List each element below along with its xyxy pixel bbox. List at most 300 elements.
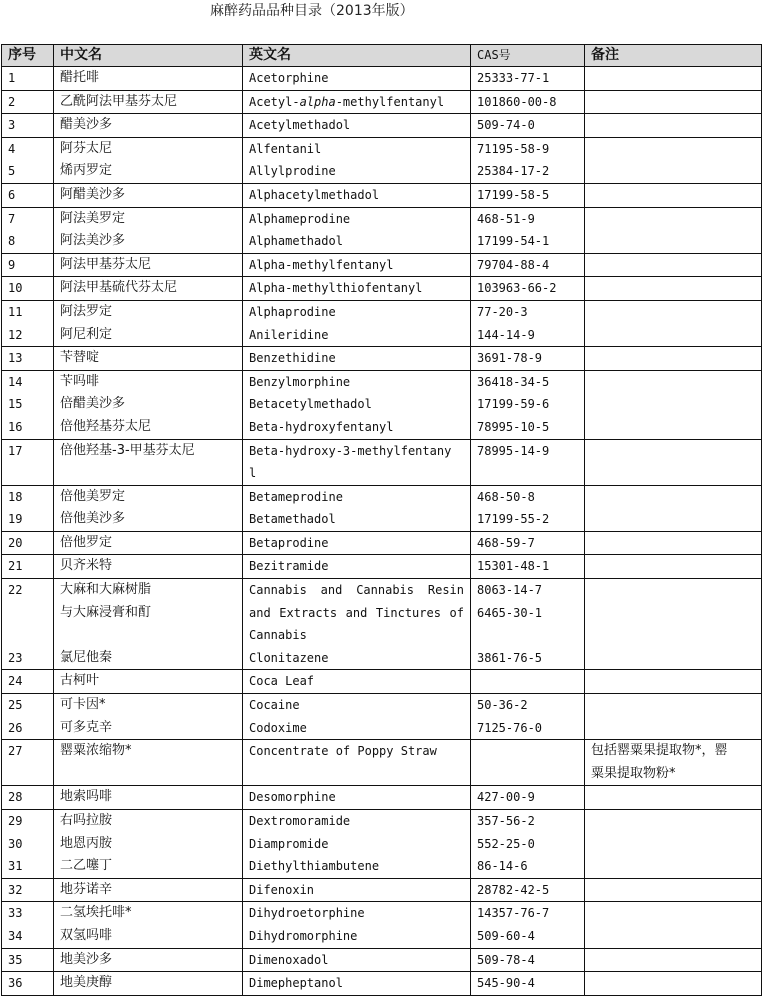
english-name: Alphacetylmethadol	[249, 187, 380, 202]
chinese-name-cell	[54, 90, 243, 114]
remarks-cell	[585, 347, 762, 371]
english-name: Alpha-methylthiofentanyl	[249, 281, 423, 296]
cas-number: 8063-14-7	[477, 583, 543, 598]
english-name-cell	[243, 786, 471, 810]
remark	[591, 786, 755, 809]
serial-number: 15	[8, 397, 23, 412]
table-row-group	[2, 347, 762, 371]
empty-line	[477, 763, 578, 786]
header-remarks: 备注	[585, 45, 762, 67]
empty-line	[60, 624, 236, 647]
chinese-name: 地恩丙胺	[60, 835, 113, 851]
english-name-cell	[243, 740, 471, 786]
remarks-cell	[585, 948, 762, 972]
serial-number-cell	[2, 347, 54, 371]
remarks-cell	[585, 137, 762, 183]
english-name: Betamethadol	[249, 512, 336, 527]
chinese-name-cell	[54, 253, 243, 277]
chinese-name: 倍他美罗定	[60, 488, 126, 504]
chinese-name-cell	[54, 694, 243, 740]
remarks-cell	[585, 485, 762, 531]
cas-number: 6465-30-1	[477, 605, 543, 620]
chinese-name: 乙酰阿法甲基芬太尼	[60, 93, 178, 109]
english-name: Acetorphine	[249, 71, 329, 85]
header-cas-number: CAS号	[471, 45, 585, 67]
cas-number: 552-25-0	[477, 836, 535, 851]
serial-number: 23	[8, 650, 23, 665]
table-row-group	[2, 183, 762, 207]
serial-number-cell	[2, 948, 54, 972]
cas-number: 357-56-2	[477, 814, 535, 828]
serial-number-cell	[2, 370, 54, 439]
cas-number: 468-50-8	[477, 489, 535, 504]
empty-line	[591, 624, 755, 647]
empty-line	[477, 462, 578, 485]
chinese-name: 地美庚醇	[60, 975, 113, 991]
remarks-cell	[585, 531, 762, 555]
empty-line	[591, 602, 755, 625]
chinese-name: 二氢埃托啡*	[60, 905, 132, 921]
chinese-name: 右吗拉胺	[60, 813, 113, 828]
table-row-group	[2, 555, 762, 579]
chinese-name: 阿法甲基硫代芬太尼	[60, 280, 178, 296]
english-name	[249, 91, 464, 114]
remark: 粟果提取物粉*	[591, 765, 676, 781]
serial-number-cell	[2, 485, 54, 531]
serial-number-cell	[2, 277, 54, 301]
serial-number: 7	[8, 211, 16, 226]
chinese-name-cell	[54, 948, 243, 972]
remark	[591, 532, 755, 555]
english-name: Clonitazene	[249, 650, 329, 665]
table-row-group	[2, 485, 762, 531]
english-name: Diampromide	[249, 836, 329, 851]
english-name-cell	[243, 90, 471, 114]
remarks-cell	[585, 878, 762, 902]
chinese-name-cell	[54, 972, 243, 996]
english-name-cell	[243, 948, 471, 972]
cas-number	[477, 670, 578, 693]
chinese-name-cell	[54, 786, 243, 810]
english-name-cell	[243, 902, 471, 948]
english-name: Betameprodine	[249, 489, 343, 504]
chinese-name: 倍他羟基芬太尼	[60, 418, 152, 434]
serial-number: 34	[8, 928, 23, 943]
english-name-cell	[243, 277, 471, 301]
english-name-cell	[243, 114, 471, 138]
english-name: Allylprodine	[249, 164, 336, 179]
serial-number: 32	[8, 882, 23, 897]
serial-number-cell	[2, 183, 54, 207]
chinese-name: 阿芬太尼	[60, 140, 113, 156]
cas-number-cell	[471, 114, 585, 138]
cas-number: 77-20-3	[477, 304, 528, 319]
serial-number-cell	[2, 555, 54, 579]
serial-number-cell	[2, 972, 54, 996]
cas-number-cell	[471, 439, 585, 485]
remark	[591, 508, 755, 531]
serial-number: 12	[8, 327, 23, 342]
cas-number: 468-51-9	[477, 211, 535, 226]
cas-number-cell	[471, 90, 585, 114]
remark	[591, 114, 755, 137]
english-name: l	[249, 466, 257, 481]
cas-number: 103963-66-2	[477, 281, 557, 296]
remark	[591, 579, 755, 602]
table-row-group	[2, 786, 762, 810]
chinese-name: 苄吗啡	[60, 373, 100, 389]
chinese-name: 烯丙罗定	[60, 163, 113, 179]
cas-number: 25333-77-1	[477, 71, 550, 85]
table-row-group	[2, 370, 762, 439]
english-name: Alphaprodine	[249, 304, 336, 319]
cas-number-cell	[471, 370, 585, 439]
cas-number-cell	[471, 347, 585, 371]
cas-number: 101860-00-8	[477, 94, 557, 109]
table-row-group	[2, 439, 762, 485]
table-row-group	[2, 300, 762, 346]
english-name: Cannabis	[249, 628, 307, 643]
cas-number-cell	[471, 810, 585, 879]
cas-number: 468-59-7	[477, 535, 535, 550]
chinese-name: 地芬诺辛	[60, 881, 113, 897]
table-row-group	[2, 670, 762, 694]
cas-number-cell	[471, 740, 585, 786]
chinese-name: 大麻和大麻树脂	[60, 582, 152, 598]
cas-number-cell	[471, 579, 585, 670]
chinese-name-cell	[54, 137, 243, 183]
remark	[591, 647, 755, 670]
cas-number-cell	[471, 670, 585, 694]
serial-number: 4	[8, 141, 16, 156]
cas-number-cell	[471, 67, 585, 91]
remark	[591, 925, 755, 948]
english-name: Anileridine	[249, 327, 329, 342]
remarks-cell	[585, 972, 762, 996]
chinese-name: 醋美沙多	[60, 117, 113, 133]
empty-line	[60, 462, 236, 485]
serial-number: 25	[8, 698, 23, 713]
serial-number-cell	[2, 207, 54, 253]
chinese-name-cell	[54, 878, 243, 902]
remark	[591, 184, 755, 207]
remarks-cell	[585, 300, 762, 346]
cas-number: 14357-76-7	[477, 906, 550, 921]
table-body	[2, 67, 762, 996]
remark	[591, 949, 755, 972]
table-row-group	[2, 207, 762, 253]
chinese-name: 倍醋美沙多	[60, 396, 126, 412]
cas-number: 17199-54-1	[477, 234, 550, 249]
narcotics-table	[1, 44, 762, 996]
remark	[591, 393, 755, 416]
serial-number-cell	[2, 90, 54, 114]
chinese-name-cell	[54, 207, 243, 253]
english-name: and Extracts and Tinctures of	[249, 605, 464, 620]
remark	[591, 371, 755, 394]
english-name-cell	[243, 670, 471, 694]
cas-number: 7125-76-0	[477, 720, 543, 735]
english-name: Benzethidine	[249, 351, 336, 366]
english-name: Desomorphine	[249, 790, 336, 805]
cas-number: 509-60-4	[477, 928, 535, 943]
empty-line	[591, 462, 755, 485]
chinese-name: 贝齐米特	[60, 558, 113, 574]
cas-number: 144-14-9	[477, 327, 535, 342]
cas-number: 50-36-2	[477, 698, 528, 713]
chinese-name: 倍他羟基-3-甲基芬太尼	[60, 442, 195, 458]
cas-number-cell	[471, 485, 585, 531]
english-name-cell	[243, 878, 471, 902]
chinese-name: 氯尼他秦	[60, 649, 113, 665]
remark: 包括罂粟果提取物*，罂	[591, 743, 728, 759]
chinese-name: 倍他美沙多	[60, 511, 126, 527]
chinese-name: 醋托啡	[60, 70, 100, 85]
table-row-group	[2, 114, 762, 138]
english-name: Dimepheptanol	[249, 976, 343, 991]
chinese-name-cell	[54, 531, 243, 555]
cas-number-cell	[471, 300, 585, 346]
cas-number-cell	[471, 694, 585, 740]
remarks-cell	[585, 439, 762, 485]
remarks-cell	[585, 370, 762, 439]
remarks-cell	[585, 67, 762, 91]
serial-number: 13	[8, 351, 23, 366]
english-name: Cocaine	[249, 698, 300, 713]
serial-number-cell	[2, 902, 54, 948]
remarks-cell	[585, 277, 762, 301]
chinese-name-cell	[54, 347, 243, 371]
chinese-name-cell	[54, 555, 243, 579]
serial-number: 29	[8, 814, 23, 828]
english-name: Dihydroetorphine	[249, 906, 365, 921]
serial-number-cell	[2, 137, 54, 183]
english-name-cell	[243, 253, 471, 277]
english-name: Codoxime	[249, 720, 307, 735]
chinese-name-cell	[54, 810, 243, 879]
remarks-cell	[585, 902, 762, 948]
remark	[591, 694, 755, 717]
serial-number: 17	[8, 443, 23, 458]
remark	[591, 67, 755, 90]
chinese-name: 罂粟浓缩物*	[60, 743, 132, 759]
serial-number-cell	[2, 694, 54, 740]
english-name: Diethylthiambutene	[249, 859, 380, 874]
remark	[591, 879, 755, 902]
remarks-cell	[585, 579, 762, 670]
cas-number-cell	[471, 972, 585, 996]
chinese-name-cell	[54, 670, 243, 694]
chinese-name: 阿醋美沙多	[60, 186, 126, 202]
empty-line	[8, 602, 47, 625]
remark	[591, 208, 755, 231]
serial-number: 21	[8, 559, 23, 574]
english-name: Alpha-methylfentanyl	[249, 257, 394, 272]
chinese-name: 二乙噻丁	[60, 858, 113, 874]
remark	[591, 555, 755, 578]
english-name-cell	[243, 485, 471, 531]
remarks-cell	[585, 670, 762, 694]
english-name-cell	[243, 531, 471, 555]
english-name: Beta-hydroxy-3-methylfentany	[249, 443, 452, 458]
serial-number: 19	[8, 512, 23, 527]
cas-number: 15301-48-1	[477, 559, 550, 574]
english-name-part: Acetyl-	[249, 94, 300, 109]
cas-number: 509-74-0	[477, 118, 535, 133]
chinese-name-cell	[54, 902, 243, 948]
remark	[591, 440, 755, 463]
empty-line	[249, 763, 464, 786]
cas-number-cell	[471, 277, 585, 301]
remarks-cell	[585, 253, 762, 277]
chinese-name: 阿尼利定	[60, 326, 113, 342]
english-name-cell	[243, 579, 471, 670]
serial-number-cell	[2, 670, 54, 694]
english-name: Coca Leaf	[249, 674, 315, 689]
serial-number: 2	[8, 94, 16, 109]
serial-number: 26	[8, 720, 23, 735]
english-name: Benzylmorphine	[249, 374, 351, 389]
cas-number-cell	[471, 207, 585, 253]
serial-number: 33	[8, 906, 23, 921]
chinese-name: 与大麻浸膏和酊	[60, 604, 152, 620]
serial-number: 3	[8, 118, 16, 133]
header-english-name: 英文名	[243, 45, 471, 67]
document-title: 麻醉药品品种目录（2013年版）	[210, 3, 414, 19]
chinese-name: 苄替啶	[60, 350, 100, 366]
english-name: Acetylmethadol	[249, 118, 351, 133]
header-serial-number: 序号	[2, 45, 54, 67]
empty-line	[477, 624, 578, 647]
cas-number-cell	[471, 137, 585, 183]
serial-number: 28	[8, 790, 23, 805]
chinese-name: 可卡因*	[60, 697, 106, 713]
cas-number: 3861-76-5	[477, 650, 543, 665]
english-name-italic-part: alpha	[299, 94, 336, 109]
chinese-name-cell	[54, 67, 243, 91]
empty-line	[8, 763, 47, 786]
serial-number: 14	[8, 374, 23, 389]
table-row-group	[2, 972, 762, 996]
serial-number: 18	[8, 489, 23, 504]
remark	[591, 254, 755, 277]
chinese-name-cell	[54, 439, 243, 485]
chinese-name: 古柯叶	[60, 673, 100, 689]
english-name: Dimenoxadol	[249, 952, 329, 967]
remarks-cell	[585, 90, 762, 114]
english-name-cell	[243, 347, 471, 371]
chinese-name: 阿法美沙多	[60, 233, 126, 249]
serial-number: 6	[8, 187, 16, 202]
chinese-name: 阿法罗定	[60, 303, 113, 319]
table-row-group	[2, 948, 762, 972]
remarks-cell	[585, 786, 762, 810]
serial-number: 5	[8, 164, 16, 179]
empty-line	[8, 624, 47, 647]
serial-number-cell	[2, 67, 54, 91]
serial-number: 31	[8, 859, 23, 874]
serial-number-cell	[2, 810, 54, 879]
remarks-cell	[585, 114, 762, 138]
table-row-group	[2, 810, 762, 879]
serial-number: 22	[8, 583, 23, 598]
remarks-cell	[585, 207, 762, 253]
serial-number-cell	[2, 439, 54, 485]
english-name-cell	[243, 972, 471, 996]
table-row-group	[2, 137, 762, 183]
english-name: Cannabis and Cannabis Resin	[249, 583, 464, 598]
serial-number: 1	[8, 71, 16, 85]
remarks-cell	[585, 740, 762, 786]
table-row-group	[2, 579, 762, 670]
serial-number-cell	[2, 253, 54, 277]
remark	[591, 301, 755, 324]
cas-number: 28782-42-5	[477, 882, 550, 897]
cas-number: 78995-14-9	[477, 443, 550, 458]
serial-number-cell	[2, 740, 54, 786]
serial-number: 27	[8, 744, 23, 759]
remark	[591, 810, 755, 833]
cas-number: 25384-17-2	[477, 164, 550, 179]
cas-number-cell	[471, 555, 585, 579]
english-name: Dextromoramide	[249, 814, 351, 828]
serial-number-cell	[2, 531, 54, 555]
english-name: Alfentanil	[249, 141, 322, 156]
english-name: Alphameprodine	[249, 211, 351, 226]
cas-number: 79704-88-4	[477, 257, 550, 272]
chinese-name: 双氢吗啡	[60, 927, 113, 943]
cas-number: 71195-58-9	[477, 141, 550, 156]
remark	[591, 416, 755, 439]
serial-number-cell	[2, 786, 54, 810]
chinese-name-cell	[54, 300, 243, 346]
english-name: Difenoxin	[249, 882, 315, 897]
english-name-part: -methylfentanyl	[335, 94, 445, 109]
chinese-name-cell	[54, 183, 243, 207]
remark	[591, 160, 755, 183]
cas-number: 86-14-6	[477, 859, 528, 874]
remarks-cell	[585, 183, 762, 207]
remark	[591, 902, 755, 925]
serial-number-cell	[2, 878, 54, 902]
table-row-group	[2, 878, 762, 902]
cas-number: 3691-78-9	[477, 351, 543, 366]
english-name: Betacetylmethadol	[249, 397, 372, 412]
chinese-name-cell	[54, 579, 243, 670]
table-row-group	[2, 253, 762, 277]
remarks-cell	[585, 555, 762, 579]
remark	[591, 670, 755, 693]
english-name-cell	[243, 183, 471, 207]
chinese-name: 阿法美罗定	[60, 210, 126, 226]
remark	[591, 277, 755, 300]
chinese-name: 阿法甲基芬太尼	[60, 256, 152, 272]
table-row-group	[2, 90, 762, 114]
english-name-cell	[243, 207, 471, 253]
chinese-name: 地索吗啡	[60, 789, 113, 805]
chinese-name: 可多克辛	[60, 719, 113, 735]
chinese-name-cell	[54, 370, 243, 439]
cas-number: 427-00-9	[477, 790, 535, 805]
serial-number-cell	[2, 300, 54, 346]
cas-number: 17199-58-5	[477, 187, 550, 202]
english-name-cell	[243, 555, 471, 579]
english-name-cell	[243, 810, 471, 879]
chinese-name-cell	[54, 277, 243, 301]
remarks-cell	[585, 694, 762, 740]
remark	[591, 833, 755, 856]
cas-number-cell	[471, 948, 585, 972]
